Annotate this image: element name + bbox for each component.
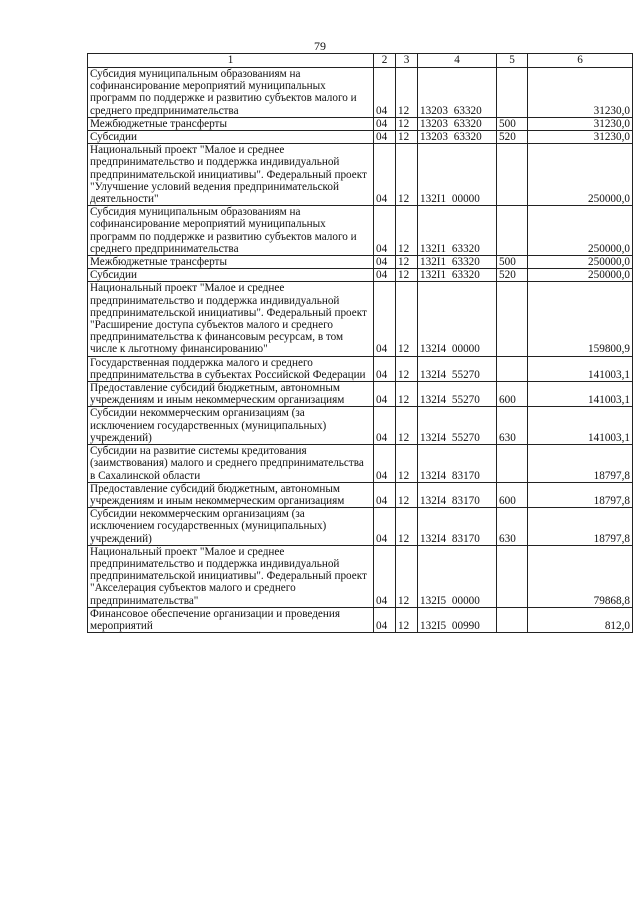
row-section: 04 (374, 206, 396, 256)
row-amount: 18797,8 (528, 445, 633, 483)
row-subsection: 12 (396, 269, 418, 282)
row-amount: 141003,1 (528, 382, 633, 407)
row-amount: 31230,0 (528, 131, 633, 144)
table-row (88, 545, 633, 607)
row-subsection: 12 (396, 356, 418, 381)
row-section: 04 (374, 131, 396, 144)
row-name: Субсидия муниципальным образованиям на софинансирование мероприятий муниципальных программ по поддержке и развитию субъектов малого и среднего предпринимательства (88, 68, 374, 118)
row-subsection: 12 (396, 545, 418, 607)
row-section: 04 (374, 545, 396, 607)
row-subsection: 12 (396, 206, 418, 256)
table-row (88, 117, 633, 130)
row-amount: 250000,0 (528, 144, 633, 206)
row-name: Национальный проект "Малое и среднее предпринимательство и поддержка индивидуальной предпринимательской инициативы". Федеральный проект "Улучшение условий ведения предпринимательской деятельности" (88, 144, 374, 206)
row-amount: 18797,8 (528, 508, 633, 546)
table-row (88, 131, 633, 144)
row-target-code: 132I1 63320 (418, 206, 497, 256)
row-section: 04 (374, 407, 396, 445)
row-target-code: 132I4 83170 (418, 508, 497, 546)
header-col-5: 5 (497, 54, 528, 68)
table-row (88, 407, 633, 445)
row-section: 04 (374, 607, 396, 632)
row-target-code: 132I5 00000 (418, 545, 497, 607)
row-target-code: 132I1 63320 (418, 256, 497, 269)
row-expense-type: 630 (497, 508, 528, 546)
row-target-code: 132I4 83170 (418, 445, 497, 483)
row-name: Межбюджетные трансферты (88, 117, 374, 130)
row-section: 04 (374, 445, 396, 483)
row-target-code: 132I4 83170 (418, 482, 497, 507)
row-expense-type: 520 (497, 269, 528, 282)
row-subsection: 12 (396, 131, 418, 144)
row-name: Межбюджетные трансферты (88, 256, 374, 269)
row-expense-type: 630 (497, 407, 528, 445)
table-row (88, 482, 633, 507)
row-subsection: 12 (396, 144, 418, 206)
row-subsection: 12 (396, 117, 418, 130)
row-name: Предоставление субсидий бюджетным, автономным учреждениям и иным некоммерческим организациям (88, 482, 374, 507)
row-target-code: 13203 63320 (418, 68, 497, 118)
row-expense-type: 500 (497, 117, 528, 130)
row-amount: 159800,9 (528, 282, 633, 356)
row-section: 04 (374, 282, 396, 356)
row-amount: 141003,1 (528, 407, 633, 445)
row-name: Субсидии (88, 131, 374, 144)
row-expense-type (497, 445, 528, 483)
table-row (88, 356, 633, 381)
row-target-code: 132I1 63320 (418, 269, 497, 282)
page-number: 79 (314, 39, 326, 53)
budget-table (87, 53, 633, 633)
budget-table-body (88, 54, 633, 633)
table-row (88, 282, 633, 356)
row-expense-type (497, 282, 528, 356)
row-amount: 250000,0 (528, 206, 633, 256)
row-target-code: 132I5 00990 (418, 607, 497, 632)
row-name: Субсидии на развитие системы кредитования (заимствования) малого и среднего предпринимательства в Сахалинской области (88, 445, 374, 483)
table-row (88, 256, 633, 269)
row-name: Субсидии некоммерческим организациям (за исключением государственных (муниципальных) учреждений) (88, 508, 374, 546)
row-target-code: 132I4 55270 (418, 407, 497, 445)
row-section: 04 (374, 508, 396, 546)
row-section: 04 (374, 269, 396, 282)
table-row (88, 382, 633, 407)
row-expense-type (497, 356, 528, 381)
row-section: 04 (374, 356, 396, 381)
table-header-row (88, 54, 633, 68)
row-expense-type (497, 545, 528, 607)
table-row (88, 68, 633, 118)
header-col-6: 6 (528, 54, 633, 68)
row-target-code: 132I4 00000 (418, 282, 497, 356)
row-target-code: 132I4 55270 (418, 356, 497, 381)
row-expense-type: 500 (497, 256, 528, 269)
row-amount: 812,0 (528, 607, 633, 632)
row-amount: 250000,0 (528, 256, 633, 269)
row-name: Субсидии (88, 269, 374, 282)
row-amount: 79868,8 (528, 545, 633, 607)
header-col-1: 1 (88, 54, 374, 68)
row-amount: 31230,0 (528, 68, 633, 118)
row-subsection: 12 (396, 382, 418, 407)
row-expense-type (497, 607, 528, 632)
row-name: Государственная поддержка малого и среднего предпринимательства в субъектах Российской Федерации (88, 356, 374, 381)
row-target-code: 132I1 00000 (418, 144, 497, 206)
row-name: Национальный проект "Малое и среднее предпринимательство и поддержка индивидуальной предпринимательской инициативы". Федеральный проект "Расширение доступа субъектов малого и среднего предпринимательства к финансовым ресурсам, в том числе к льготному финансированию" (88, 282, 374, 356)
row-amount: 250000,0 (528, 269, 633, 282)
table-row (88, 269, 633, 282)
row-section: 04 (374, 117, 396, 130)
row-expense-type (497, 206, 528, 256)
row-name: Субсидия муниципальным образованиям на софинансирование мероприятий муниципальных программ по поддержке и развитию субъектов малого и среднего предпринимательства (88, 206, 374, 256)
table-row (88, 607, 633, 632)
header-col-2: 2 (374, 54, 396, 68)
row-target-code: 13203 63320 (418, 117, 497, 130)
row-name: Финансовое обеспечение организации и проведения мероприятий (88, 607, 374, 632)
row-subsection: 12 (396, 482, 418, 507)
row-amount: 141003,1 (528, 356, 633, 381)
row-section: 04 (374, 256, 396, 269)
row-subsection: 12 (396, 407, 418, 445)
row-section: 04 (374, 144, 396, 206)
row-amount: 18797,8 (528, 482, 633, 507)
row-name: Субсидии некоммерческим организациям (за исключением государственных (муниципальных) учреждений) (88, 407, 374, 445)
row-subsection: 12 (396, 282, 418, 356)
table-row (88, 445, 633, 483)
row-subsection: 12 (396, 68, 418, 118)
header-col-3: 3 (396, 54, 418, 68)
row-subsection: 12 (396, 508, 418, 546)
row-section: 04 (374, 382, 396, 407)
table-row (88, 144, 633, 206)
row-subsection: 12 (396, 607, 418, 632)
row-expense-type: 600 (497, 482, 528, 507)
table-row (88, 206, 633, 256)
row-expense-type (497, 68, 528, 118)
row-name: Национальный проект "Малое и среднее предпринимательство и поддержка индивидуальной предпринимательской инициативы". Федеральный проект "Акселерация субъектов малого и среднего предпринимательства" (88, 545, 374, 607)
header-col-4: 4 (418, 54, 497, 68)
row-target-code: 132I4 55270 (418, 382, 497, 407)
row-section: 04 (374, 482, 396, 507)
row-expense-type: 600 (497, 382, 528, 407)
row-expense-type: 520 (497, 131, 528, 144)
row-amount: 31230,0 (528, 117, 633, 130)
row-section: 04 (374, 68, 396, 118)
row-target-code: 13203 63320 (418, 131, 497, 144)
table-row (88, 508, 633, 546)
row-name: Предоставление субсидий бюджетным, автономным учреждениям и иным некоммерческим организациям (88, 382, 374, 407)
row-subsection: 12 (396, 445, 418, 483)
row-expense-type (497, 144, 528, 206)
row-subsection: 12 (396, 256, 418, 269)
